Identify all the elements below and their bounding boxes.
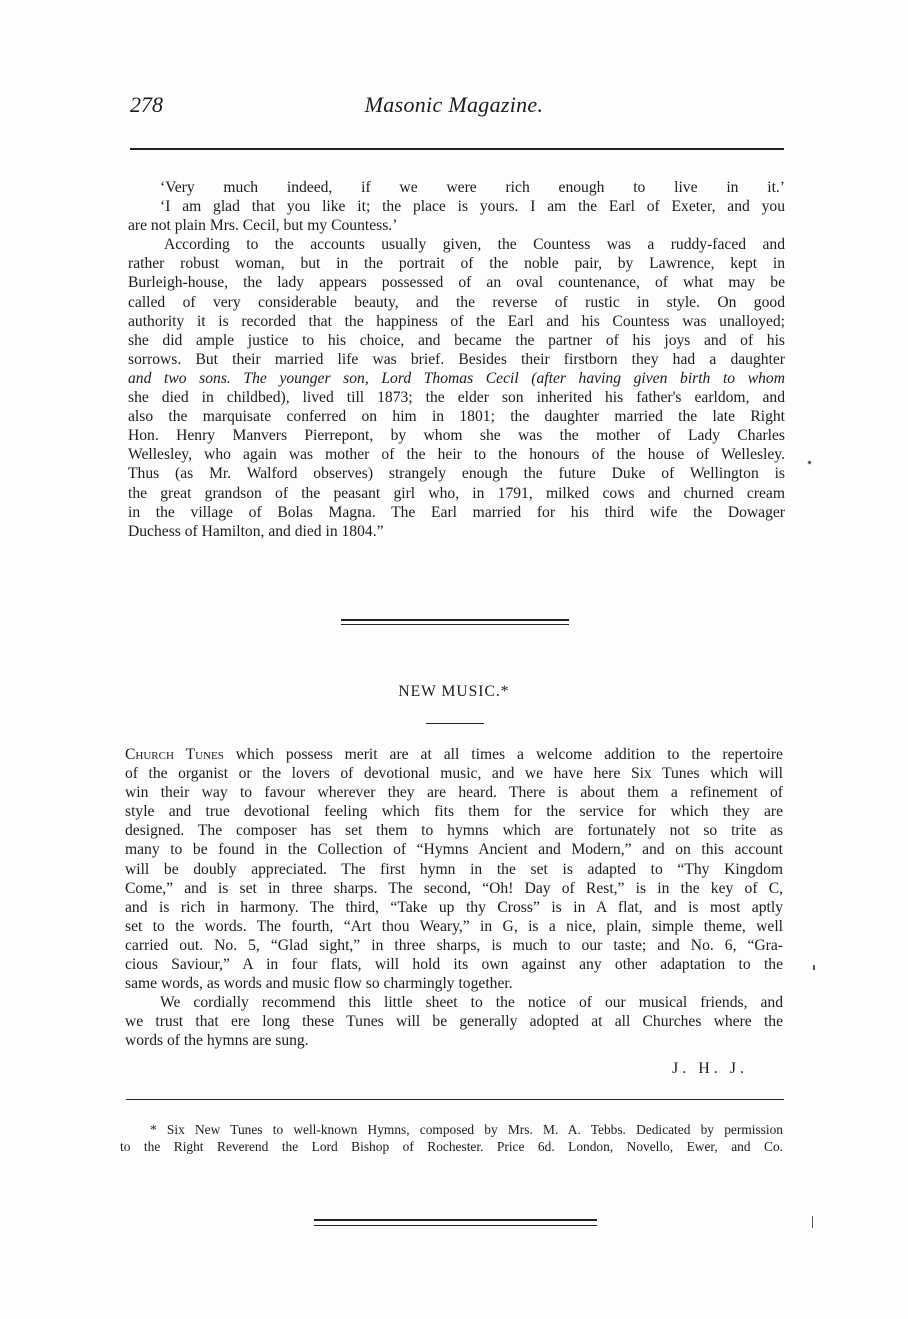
end-divider-thin — [314, 1225, 597, 1226]
text-line: words of the hymns are sung. — [125, 1032, 309, 1050]
text-line: Thus (as Mr. Walford observes) strangely enough the future Duke of Wellington is — [128, 465, 785, 483]
footnote-line: * Six New Tunes to well-known Hymns, composed by Mrs. M. A. Tebbs. Dedicated by permission — [150, 1122, 783, 1137]
text-line: called of very considerable beauty, and the reverse of rustic in style. On good — [128, 293, 785, 311]
print-speck — [807, 460, 811, 464]
text-line: Wellesley, who again was mother of the heir to the honours of the house of Wellesley. — [128, 446, 785, 464]
text-line: we trust that ere long these Tunes will be generally adopted at all Churches where the — [125, 1013, 783, 1031]
footnote-line: to the Right Reverend the Lord Bishop of Rochester. Price 6d. London, Novello, Ewer, and Co. — [120, 1139, 783, 1154]
lead-line-rest: which possess merit are at all times a welcome addition to the repertoire — [223, 746, 783, 763]
text-line: ‘Very much indeed, if we were rich enough to live in it.’ — [160, 179, 785, 196]
text-line: sorrows. But their married life was brief. Besides their firstborn they had a daughter — [128, 350, 785, 368]
text-line: ‘I am glad that you like it; the place is yours. I am the Earl of Exeter, and you — [160, 198, 785, 216]
text-line: According to the accounts usually given, the Countess was a ruddy-faced and — [164, 236, 785, 254]
text-line: Come,” and is set in three sharps. The second, “Oh! Day of Rest,” is in the key of C, — [125, 879, 783, 897]
text-line: carried out. No. 5, “Glad sight,” in three sharps, is much to our taste; and No. 6, “Gra- — [125, 936, 783, 954]
text-line: authority it is recorded that the happiness of the Earl and his Countess was unalloyed; — [128, 312, 785, 330]
text-line: rather robust woman, but in the portrait of the noble pair, by Lawrence, kept in — [128, 255, 785, 273]
text-line: same words, as words and music flow so charmingly together. — [125, 975, 513, 993]
text-line: are not plain Mrs. Cecil, but my Countess.’ — [128, 217, 398, 235]
print-speck — [812, 1216, 813, 1228]
section-divider-thin — [341, 624, 569, 625]
lead-words: Church Tunes — [125, 746, 224, 763]
text-line: and two sons. The younger son, Lord Thomas Cecil (after having given birth to whom — [128, 369, 785, 387]
text-line: Hon. Henry Manvers Pierrepont, by whom she was the mother of Lady Charles — [128, 427, 785, 445]
text-line: We cordially recommend this little sheet to the notice of our musical friends, and — [160, 994, 783, 1012]
text-line: she did ample justice to his choice, and became the partner of his joys and of his — [128, 331, 785, 349]
text-line: style and true devotional feeling which fits them for the service for which they are — [125, 803, 783, 821]
text-line: will be doubly appreciated. The first hymn in the set is adapted to “Thy Kingdom — [125, 860, 783, 878]
section-divider-thick — [341, 619, 569, 621]
article-ending — [128, 178, 785, 541]
text-line: win their way to favour wherever they are heard. There is about them a refinement of — [125, 784, 783, 802]
text-line: in the village of Bolas Magna. The Earl married for his third wife the Dowager — [128, 503, 785, 521]
text-line: Duchess of Hamilton, and died in 1804.” — [128, 522, 384, 540]
print-speck — [813, 965, 815, 970]
text-line: and is rich in harmony. The third, “Take up thy Cross” is in A flat, and is most aptly — [125, 898, 783, 916]
footnote — [120, 1121, 783, 1155]
text-line: cious Saviour,” A in four flats, will hold its own against any other adaptation to the — [125, 956, 783, 974]
text-line — [125, 745, 783, 764]
page-number: 278 — [130, 92, 163, 117]
text-line: of the organist or the lovers of devotional music, and we have here Six Tunes which will — [125, 765, 783, 783]
author-signature: J. H. J. — [671, 1060, 748, 1077]
text-line: she died in childbed), lived till 1873; the elder son inherited his father's earldom, and — [128, 389, 785, 407]
title-short-rule — [426, 723, 484, 724]
text-line: the great grandson of the peasant girl who, in 1791, milked cows and churned cream — [128, 484, 785, 502]
text-line: designed. The composer has set them to hymns which are fortunately not so trite as — [125, 822, 783, 840]
section-title: NEW MUSIC.* — [398, 683, 510, 700]
text-line: set to the words. The fourth, “Art thou Weary,” in G, is a nice, plain, simple theme, well — [125, 917, 783, 935]
new-music-review — [125, 745, 783, 1051]
text-line: many to be found in the Collection of “Hymns Ancient and Modern,” and on this account — [125, 841, 783, 859]
footnote-rule — [126, 1099, 784, 1100]
text-line: also the marquisate conferred on him in 1801; the daughter married the late Right — [128, 408, 785, 426]
running-title: Masonic Magazine. — [364, 92, 544, 117]
text-line: Burleigh-house, the lady appears possessed of an oval countenance, of what may be — [128, 274, 785, 292]
header-rule — [130, 148, 784, 150]
end-divider-thick — [314, 1219, 597, 1221]
